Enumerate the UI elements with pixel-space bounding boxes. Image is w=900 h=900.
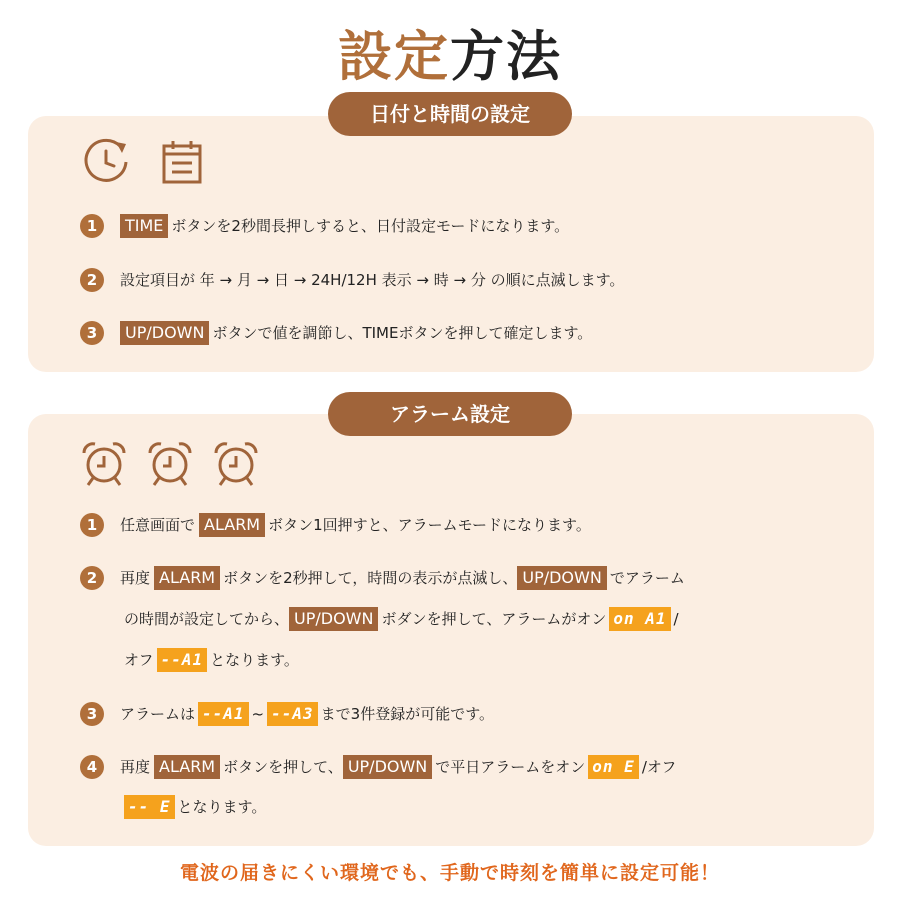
lcd-alarm-3-display: --A3 (267, 702, 318, 726)
alarm-heading: アラーム設定 (328, 392, 572, 436)
calendar-icon (156, 136, 208, 188)
step-number: 2 (80, 566, 104, 590)
updown-button-tag: UP/DOWN (343, 755, 432, 779)
updown-button-tag: UP/DOWN (289, 607, 378, 631)
alarm-button-tag: ALARM (154, 755, 220, 779)
step-text: となります。 (210, 651, 299, 669)
step-text: ボタンを2秒間長押しすると、日付設定モードになります。 (171, 217, 570, 235)
step-number: 1 (80, 214, 104, 238)
step-text: オフ (124, 651, 154, 669)
updown-button-tag: UP/DOWN (517, 566, 606, 590)
alarm-button-tag: ALARM (154, 566, 220, 590)
step-text: ボダンを押して、アラームがオン (381, 610, 607, 628)
alarm-clock-icon (78, 438, 130, 488)
step-text: ボタンを押して、 (223, 758, 343, 776)
page-title (0, 14, 900, 91)
alarm-clock-icon (210, 438, 262, 488)
step-text: / (673, 610, 679, 628)
step-number: 2 (80, 268, 104, 292)
step-number: 3 (80, 702, 104, 726)
step-number: 1 (80, 513, 104, 537)
step-text: 再度 (120, 758, 151, 776)
step-text: でアラーム (609, 569, 685, 587)
clock-icon (80, 136, 132, 188)
step-text: となります。 (177, 798, 267, 816)
step-text: ボタン1回押すと、アラームモードになります。 (268, 516, 591, 534)
title-accent: 設定 (338, 24, 450, 88)
lcd-alarm-on-display: on A1 (609, 607, 670, 631)
lcd-weekday-on-display: on E (588, 755, 639, 779)
footer-tagline: 電波の届きにくい環境でも、手動で時刻を簡単に設定可能！ (179, 862, 720, 884)
alarm-icons (78, 438, 262, 488)
date-step-2 (80, 268, 624, 292)
alarm-step-2 (80, 566, 685, 590)
step-text: アラームは (120, 705, 196, 723)
title-rest: 方法 (450, 24, 562, 88)
step-text: 設定項目が 年 → 月 → 日 → 24H/12H 表示 → 時 → 分 の順に点滅します。 (120, 271, 625, 289)
alarm-step-3 (80, 702, 494, 726)
time-button-tag: TIME (120, 214, 168, 238)
lcd-alarm-off-display: --A1 (157, 648, 208, 672)
date-step-1 (80, 214, 569, 238)
date-time-heading: 日付と時間の設定 (328, 92, 572, 136)
step-number: 3 (80, 321, 104, 345)
alarm-clock-icon (144, 438, 196, 488)
step-text: まで3件登録が可能です。 (320, 705, 495, 723)
step-number: 4 (80, 755, 104, 779)
alarm-step-2-line-2 (124, 607, 679, 631)
step-text: の時間が設定してから、 (124, 610, 290, 628)
alarm-step-4-line-2 (124, 795, 266, 819)
lcd-alarm-1-display: --A1 (198, 702, 249, 726)
date-time-icons (80, 136, 208, 188)
step-text: ボタンで値を調節し、TIMEボタンを押して確定します。 (212, 324, 593, 342)
step-text: ボタンを2秒押して，時間の表示が点滅し、 (223, 569, 518, 587)
step-text: 再度 (120, 569, 151, 587)
date-step-3 (80, 321, 592, 345)
alarm-step-4 (80, 755, 676, 779)
alarm-step-1 (80, 513, 591, 537)
alarm-button-tag: ALARM (199, 513, 265, 537)
step-text: 任意画面で (120, 516, 196, 534)
step-text: /オフ (641, 758, 677, 776)
lcd-weekday-off-display: -- E (124, 795, 175, 819)
step-text: で平日アラームをオン (435, 758, 586, 776)
alarm-step-2-line-3 (124, 648, 299, 672)
step-text: ~ (251, 705, 265, 723)
updown-button-tag: UP/DOWN (120, 321, 209, 345)
